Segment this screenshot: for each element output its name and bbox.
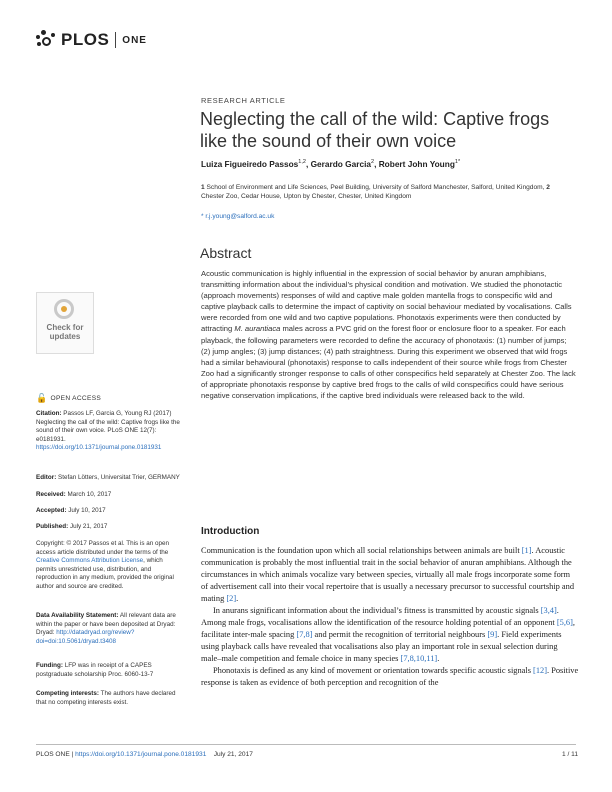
data-availability-text: All relevant data are within the paper or have been deposited at Dryad: Dryad: bbox=[36, 612, 176, 637]
copyright-block bbox=[36, 540, 182, 592]
badge-label: Check for updates bbox=[46, 323, 84, 341]
citation-text: Passos LF, Garcia G, Young RJ (2017) Neglecting the call of the wild: Captive frogs like the sound of their own voice. PLoS ONE 12(7): e0181931. bbox=[36, 410, 180, 443]
citation-ref[interactable]: [7,8,10,11] bbox=[400, 654, 438, 663]
data-availability-label: Data Availability Statement: bbox=[36, 612, 119, 619]
intro-paragraph: Communication is the foundation upon which all social relationships between animals are built [1]. Acoustic communication is probably the most influential trait in the social behavior of anuran amphibians. Although the circumstances in which animals vocalize vary between species, virtually all male frogs incorporate some form of advertisement call into their vocal repertoire that is usually a necessary precursor to successful courtship and mating [2]. bbox=[201, 546, 575, 603]
author-name[interactable]: Luiza Figueiredo Passos bbox=[201, 159, 299, 169]
citation-ref[interactable]: [12] bbox=[533, 666, 547, 675]
open-lock-icon: 🔓 bbox=[36, 393, 48, 403]
footer-date: July 21, 2017 bbox=[213, 751, 253, 758]
accepted-label: Accepted: bbox=[36, 507, 67, 514]
plos-one-logo bbox=[36, 30, 147, 50]
check-updates-icon bbox=[54, 299, 74, 319]
received-text: March 10, 2017 bbox=[67, 491, 112, 498]
footer-journal: PLOS ONE bbox=[36, 751, 70, 758]
citation-block bbox=[36, 410, 182, 453]
author-name[interactable]: Gerardo Garcia bbox=[310, 159, 371, 169]
article-type: RESEARCH ARTICLE bbox=[201, 96, 286, 105]
footer-info: PLOS ONE | https://doi.org/10.1371/journal.pone.0181931 July 21, 2017 bbox=[36, 751, 253, 758]
footer-doi-link[interactable]: https://doi.org/10.1371/journal.pone.0181931 bbox=[75, 751, 207, 758]
logo-sub: ONE bbox=[122, 34, 147, 46]
abstract-part: males across a PVC grid on the forest floor or enclosure floor to a speaker. For each playback, the following parameters were recorded to define the accuracy of phonotaxis: (1) number of jumps; (2) jump angles; (3) jump distances; (4) path straightness. During this experiment we observed that wild frogs had a similar behavioural (phonotaxis) response to calls independent of their source while frogs from Chester Zoo had a significantly stronger response to calls of other conspecifics held separately at Chester Zoo. The lack of appropriate phonotaxis response by captive bred frogs to the calls of wild conspecifics could have serious negative conservation implications, if the captive bred individuals were released back to the wild. bbox=[201, 324, 576, 401]
citation-doi-link[interactable]: https://doi.org/10.1371/journal.pone.0181931 bbox=[36, 444, 162, 452]
introduction-heading: Introduction bbox=[201, 526, 260, 537]
author-name[interactable]: Robert John Young bbox=[378, 159, 455, 169]
author-list: Luiza Figueiredo Passos$^{1,2}$, Gerardo Garcia$^2$, Robert John Young$^{1*}$ bbox=[201, 159, 461, 169]
received-block bbox=[36, 491, 182, 500]
published-text: July 21, 2017 bbox=[69, 523, 108, 530]
author-affil: 1,2 bbox=[298, 159, 306, 166]
citation-ref[interactable]: [1] bbox=[521, 546, 532, 555]
author-affil: 1* bbox=[454, 159, 461, 166]
accepted-text: July 10, 2017 bbox=[68, 507, 106, 514]
corresponding-email[interactable]: * r.j.young@salford.ac.uk bbox=[201, 213, 275, 220]
copyright-text: Copyright: © 2017 Passos et al. This is an open access article distributed under the terms of the bbox=[36, 540, 169, 556]
citation-ref[interactable]: [2] bbox=[226, 594, 237, 603]
cc-license-link[interactable]: Creative Commons Attribution License bbox=[36, 557, 144, 565]
open-access-label: OPEN ACCESS bbox=[50, 395, 102, 402]
citation-ref[interactable]: [3,4] bbox=[540, 606, 557, 615]
affiliations bbox=[201, 183, 561, 202]
data-availability-block bbox=[36, 612, 182, 646]
logo-text: PLOS bbox=[61, 30, 110, 49]
abstract-text bbox=[201, 268, 577, 401]
accepted-block bbox=[36, 507, 182, 516]
citation-label: Citation: bbox=[36, 410, 62, 417]
funding-block bbox=[36, 662, 182, 679]
article-title: Neglecting the call of the wild: Captive frogs like the sound of their own voice bbox=[200, 109, 550, 151]
affil-number: 2 bbox=[546, 184, 550, 191]
competing-label: Competing interests: bbox=[36, 690, 99, 697]
editor-block bbox=[36, 474, 182, 483]
editor-label: Editor: bbox=[36, 474, 57, 481]
competing-text: The authors have declared that no competing interests exist. bbox=[36, 690, 176, 706]
plos-logo-icon bbox=[36, 30, 58, 50]
affil-text: Chester Zoo, Cedar House, Upton by Chester, Chester, United Kingdom bbox=[201, 193, 412, 201]
funding-text: LFP was in receipt of a CAPES postgraduate scholarship Proc. 6060-13-7 bbox=[36, 662, 154, 678]
open-access bbox=[36, 393, 101, 404]
citation-ref[interactable]: [7,8] bbox=[296, 630, 313, 639]
competing-interests-block bbox=[36, 690, 182, 707]
affil-text: School of Environment and Life Sciences, Peel Building, University of Salford Manchester, Salford, United Kingdom, bbox=[206, 184, 545, 191]
intro-paragraph: In anurans significant information about the individual’s fitness is transmitted by acoustic signals [3,4]. Among male frogs, vocalisations allow the identification of the resource holding potential of an opponent [5,6], facilitate inter-male spacing [7,8] and permit the recognition of territorial neighbours [9]. Field experiments using playback calls have revealed that vocalisations also play an important role in sexual selection during male–male competition and female choice in many species [7,8,10,11]. bbox=[201, 606, 575, 663]
published-block bbox=[36, 523, 182, 532]
abstract-heading: Abstract bbox=[200, 245, 252, 261]
check-for-updates-badge[interactable] bbox=[36, 292, 94, 354]
intro-paragraph: Phonotaxis is defined as any kind of movement or orientation towards specific acoustic signals [12]. Positive response is taken as evidence of both perception and recognition of the bbox=[201, 666, 579, 687]
footer-divider bbox=[36, 744, 576, 745]
citation-ref[interactable]: [5,6] bbox=[556, 618, 573, 627]
page-number: 1 / 11 bbox=[561, 751, 578, 758]
editor-text: Stefan Lötters, Universitat Trier, GERMANY bbox=[58, 474, 180, 481]
dryad-link[interactable]: http://datadryad.org/review?doi=doi:10.5061/dryad.t3408 bbox=[36, 629, 135, 645]
received-label: Received: bbox=[36, 491, 66, 498]
species-name: M. aurantiaca bbox=[234, 324, 281, 334]
author-affil: 2 bbox=[371, 159, 375, 166]
logo-divider bbox=[115, 32, 116, 48]
funding-label: Funding: bbox=[36, 662, 63, 669]
published-label: Published: bbox=[36, 523, 69, 530]
copyright-text: , which permits unrestricted use, distribution, and reproduction in any medium, provided the original author and source are credited. bbox=[36, 557, 174, 590]
citation-ref[interactable]: [9] bbox=[487, 630, 498, 639]
introduction-text bbox=[201, 545, 579, 689]
affil-number: 1 bbox=[201, 184, 205, 191]
abstract-part: Acoustic communication is highly influential in the expression of social behavior by anuran amphibians, transmitting information about the individual’s physical condition and motivation. We studied the phonotactic (approach movements) responses of wild and captive male golden mantella frogs to conspecific wild and captive playback calls to determine the impact of captivity on social behaviour mediated by vocalisations. Calls were recorded from one wild and two captive populations. Phonotaxis experiments were then conducted by attracting bbox=[201, 269, 572, 334]
